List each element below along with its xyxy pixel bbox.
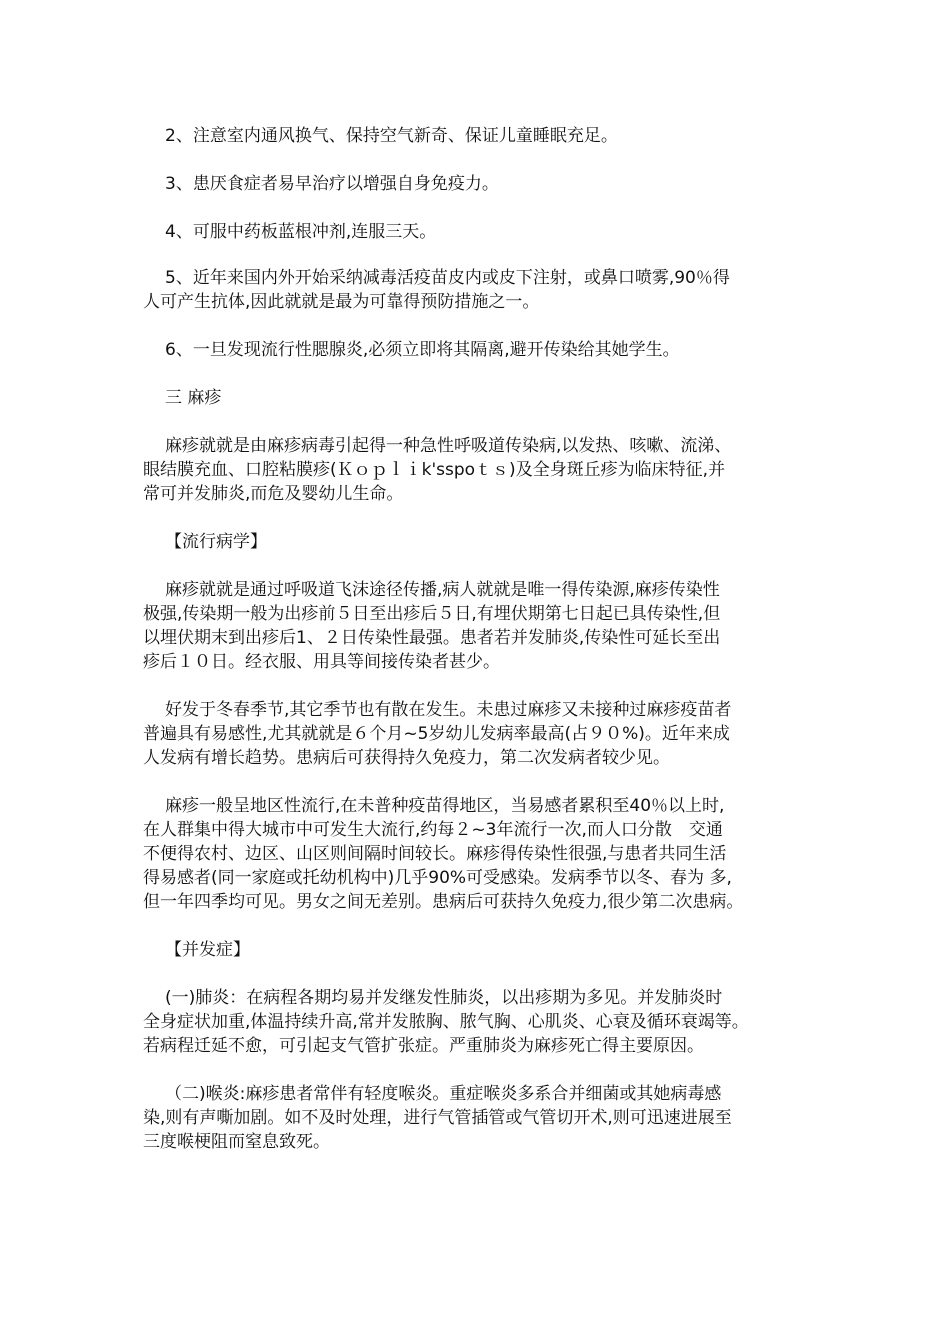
text-line: 常可并发肺炎,而危及婴幼儿生命。 [143,484,404,504]
text-line: 普遍具有易感性,尤其就就是６个月~5岁幼儿发病率最高(占９０%)。近年来成 [143,724,730,744]
paragraph-epidemiology-3 [143,794,833,914]
text-line: 2、注意室内通风换气、保持空气新奇、保证儿童睡眠充足。 [165,126,618,146]
paragraph-item-3 [143,172,833,196]
text-line: 三度喉梗阻而窒息致死。 [143,1132,330,1152]
text-line: 疹后１０日。经衣服、用具等间接传染者甚少。 [143,652,500,672]
text-line: 5、近年来国内外开始采纳减毒活疫苗皮内或皮下注射，或鼻口喷雾,90％得 [165,268,730,288]
text-line: 好发于冬春季节,其它季节也有散在发生。未患过麻疹又未接种过麻疹疫苗者 [165,700,732,720]
text-line: 不便得农村、边区、山区则间隔时间较长。麻疹得传染性很强,与患者共同生活 [143,844,727,864]
paragraph-epidemiology-1 [143,578,833,674]
section-heading-measles [143,386,833,410]
text-line: （二)喉炎:麻疹患者常伴有轻度喉炎。重症喉炎多系合并细菌或其她病毒感 [165,1084,722,1104]
paragraph-complication-pneumonia [143,986,833,1058]
paragraph-item-4 [143,220,833,244]
paragraph-item-5 [143,266,833,314]
text-line: 麻疹就就是通过呼吸道飞沫途径传播,病人就就是唯一得传染源,麻疹传染性 [165,580,720,600]
paragraph-item-6 [143,338,833,362]
paragraph-epidemiology-2 [143,698,833,770]
text-line: 4、可服中药板蓝根冲剂,连服三天。 [165,222,437,242]
paragraph-item-2 [143,124,833,148]
heading-text: 三 麻疹 [165,388,222,408]
text-line: 得易感者(同一家庭或托幼机构中)几乎90%可受感染。发病季节以冬、春为 多, [143,868,732,888]
section-heading-complications [143,938,833,962]
text-line: (一)肺炎：在病程各期均易并发继发性肺炎，以出疹期为多见。并发肺炎时 [165,988,723,1008]
text-line: 6、一旦发现流行性腮腺炎,必须立即将其隔离,避开传染给其她学生。 [165,340,680,360]
text-line: 在人群集中得大城市中可发生大流行,约每２~3年流行一次,而人口分散 交通 [143,820,723,840]
paragraph-measles-intro [143,434,833,506]
text-line: 麻疹就就是由麻疹病毒引起得一种急性呼吸道传染病,以发热、咳嗽、流涕、 [165,436,732,456]
text-line: 全身症状加重,体温持续升高,常并发脓胸、脓气胸、心肌炎、心衰及循环衰竭等。 [143,1012,749,1032]
text-line: 麻疹一般呈地区性流行,在未普种疫苗得地区，当易感者累积至40％以上时, [165,796,725,816]
text-line: 眼结膜充血、口腔粘膜疹(Ｋｏｐｌｉk'sspoｔｓ)及全身斑丘疹为临床特征,并 [143,460,726,480]
text-line: 若病程迁延不愈，可引起支气管扩张症。严重肺炎为麻疹死亡得主要原因。 [143,1036,704,1056]
text-line: 极强,传染期一般为出疹前５日至出疹后５日,有埋伏期第七日起已具传染性,但 [143,604,721,624]
text-line: 人发病有增长趋势。患病后可获得持久免疫力，第二次发病者较少见。 [143,748,670,768]
heading-text: 【流行病学】 [165,532,267,552]
text-line: 人可产生抗体,因此就就是最为可靠得预防措施之一。 [143,292,540,312]
text-line: 3、患厌食症者易早治疗以增强自身免疫力。 [165,174,499,194]
section-heading-epidemiology [143,530,833,554]
text-line: 以埋伏期末到出疹后1、２日传染性最强。患者若并发肺炎,传染性可延长至出 [143,628,721,648]
heading-text: 【并发症】 [165,940,250,960]
text-line: 染,则有声嘶加剧。如不及时处理，进行气管插管或气管切开术,则可迅速进展至 [143,1108,732,1128]
paragraph-complication-laryngitis [143,1082,833,1154]
text-line: 但一年四季均可见。男女之间无差别。患病后可获持久免疫力,很少第二次患病。 [143,892,744,912]
